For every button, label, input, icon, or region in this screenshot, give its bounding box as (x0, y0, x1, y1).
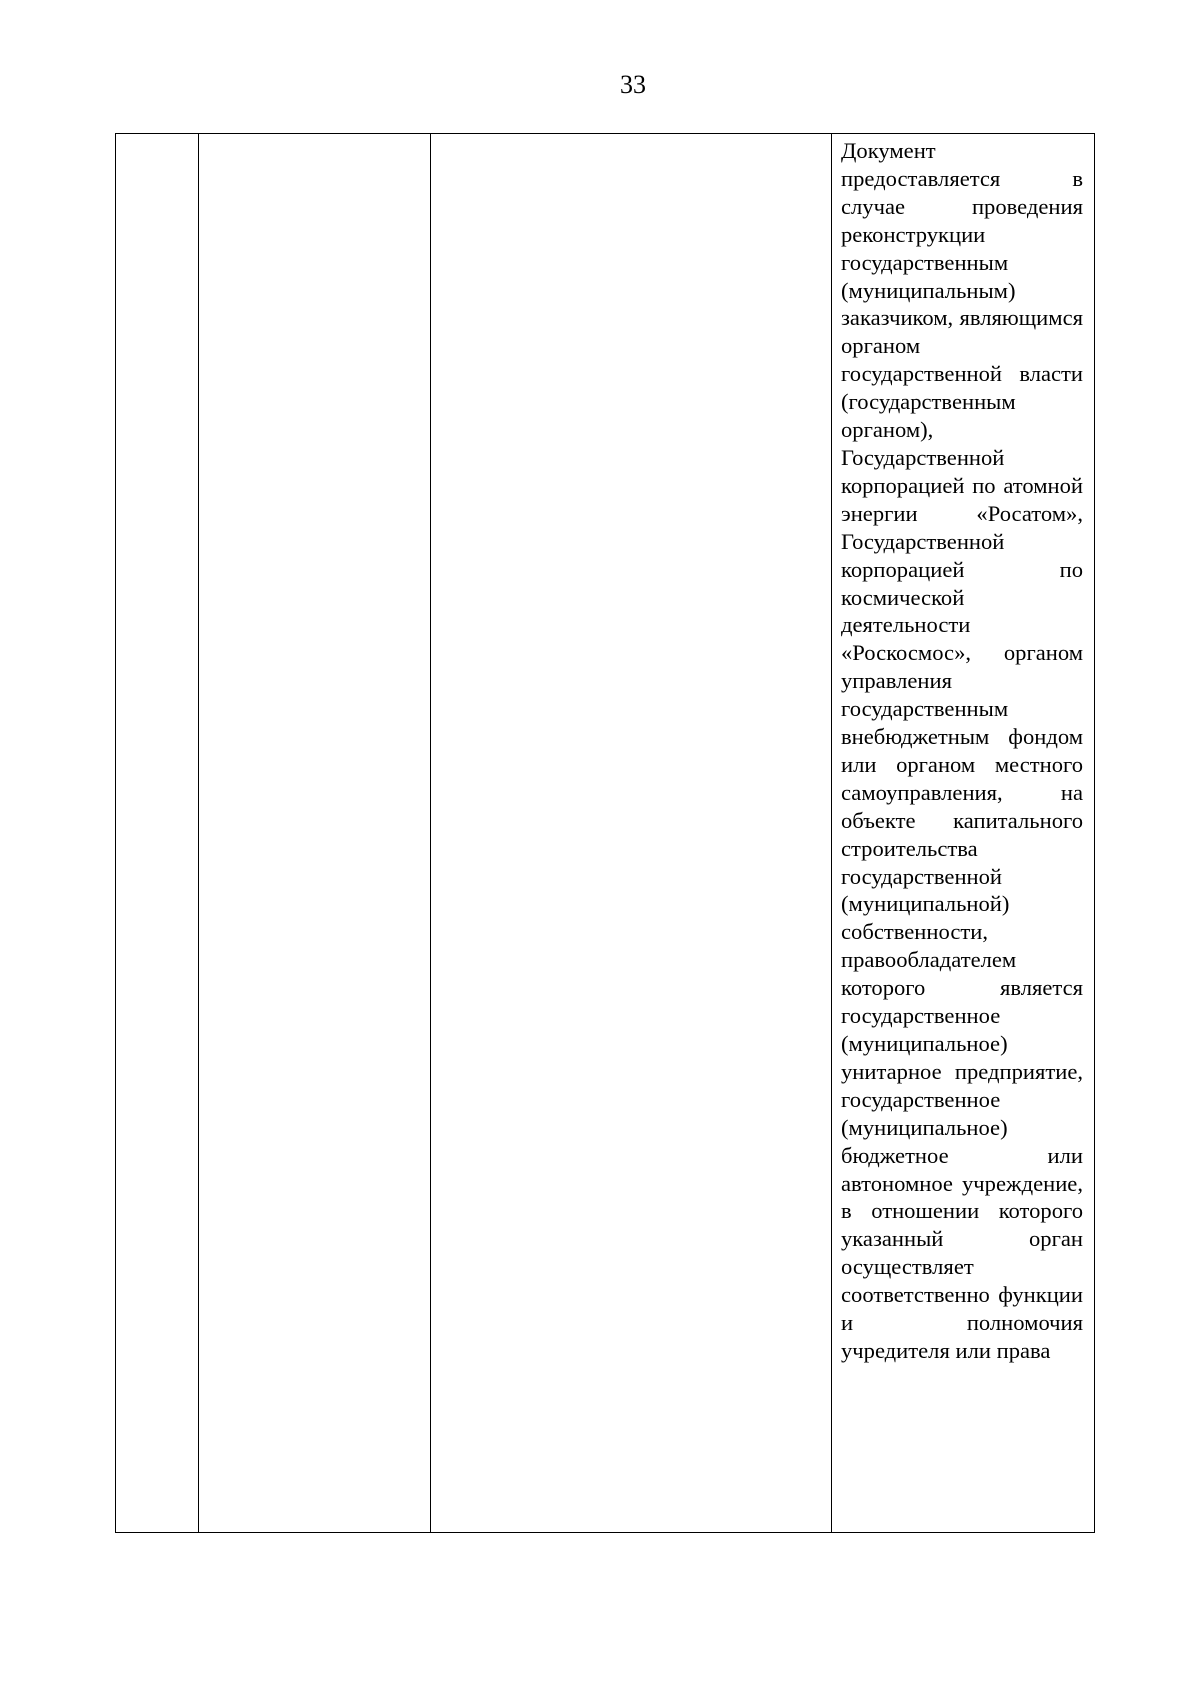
page-number: 33 (620, 70, 646, 99)
table-cell-col2 (199, 134, 431, 1533)
table-cell-col3 (431, 134, 832, 1533)
table-cell-col1 (116, 134, 199, 1533)
table-row (116, 134, 1095, 1533)
cell-text: Документ предоставляется в случае проведения реконструкции государственным (муниципальным) заказчиком, являющимся органом государственной власти (государственным органом), Государственной корпорацией по атомной энергии «Росатом», Государственной корпорацией по космической деятельности «Роскосмос», органом управления государственным внебюджетным фондом или органом местного самоуправления, на объекте капитального строительства государственной (муниципальной) собственности, правообладателем которого является государственное (муниципальное) унитарное предприятие, государственное (муниципальное) бюджетное или автономное учреждение, в отношении которого указанный орган осуществляет соответственно функции и полномочия учредителя или права (841, 138, 1083, 1363)
table-cell-col4 (832, 134, 1095, 1533)
document-table (115, 133, 1095, 1533)
